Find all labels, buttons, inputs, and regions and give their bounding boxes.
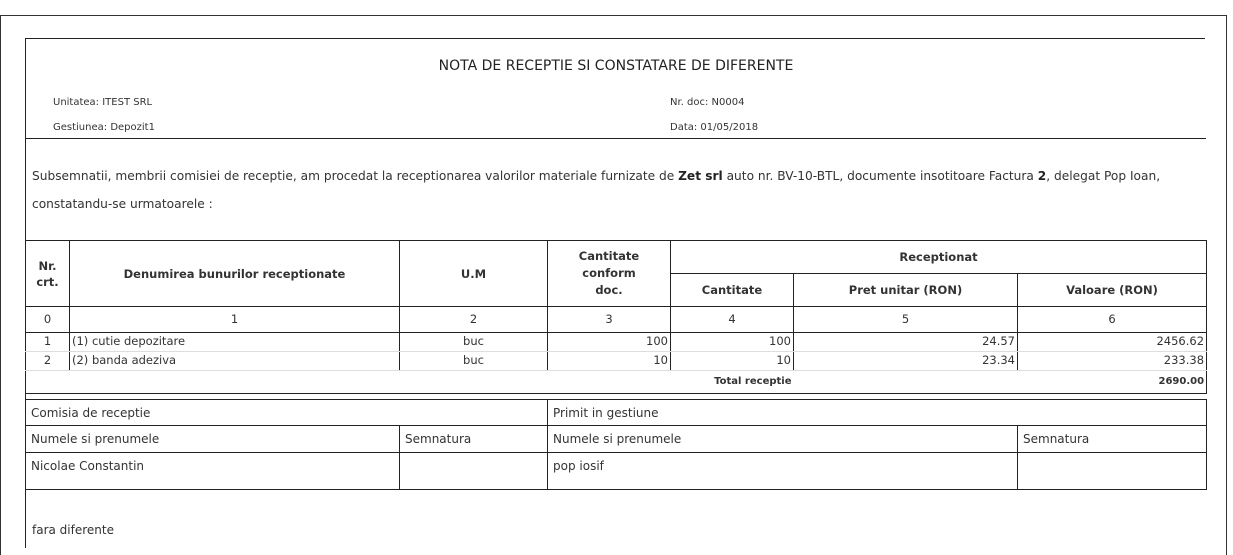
row-denumire: (2) banda adeziva — [70, 352, 400, 371]
row-valoare: 2456.62 — [1018, 333, 1207, 352]
row-nr: 1 — [26, 333, 70, 352]
index-row — [26, 307, 1207, 333]
row-cantitate-doc: 10 — [548, 352, 671, 371]
header-cantitate-doc-text: Cantitate conform doc. — [578, 249, 640, 297]
total-value: 2690.00 — [1018, 371, 1207, 394]
unitate-label: Unitatea: ITEST SRL — [53, 97, 153, 108]
index-cell: 1 — [70, 307, 400, 333]
semnatura-gestiune — [1018, 453, 1207, 490]
index-cell: 6 — [1018, 307, 1207, 333]
row-valoare: 233.38 — [1018, 352, 1207, 371]
header-cantitate-doc — [548, 241, 671, 307]
row-um: buc — [400, 352, 548, 371]
header-denumire: Denumirea bunurilor receptionate — [70, 241, 400, 307]
row-pret: 24.57 — [794, 333, 1018, 352]
header-um: U.M — [400, 241, 548, 307]
nr-doc-label: Nr. doc: N0004 — [670, 97, 745, 108]
document — [25, 38, 1205, 548]
row-cantitate: 10 — [671, 352, 794, 371]
document-title: NOTA DE RECEPTIE SI CONSTATARE DE DIFERENTE — [438, 58, 794, 74]
primit-label: Primit in gestiune — [548, 400, 1207, 426]
header-valoare: Valoare (RON) — [1018, 274, 1207, 307]
total-row — [26, 371, 1207, 394]
nume-label-2: Numele si prenumele — [548, 426, 1018, 453]
header-receptionat: Receptionat — [671, 241, 1207, 274]
table-row — [26, 333, 1207, 352]
persoana-comisie: Nicolae Constantin — [26, 453, 400, 490]
data-label: Data: 01/05/2018 — [670, 122, 759, 133]
row-um: buc — [400, 333, 548, 352]
index-cell: 0 — [26, 307, 70, 333]
intro-text-2: auto nr. BV-10-BTL, documente insotitoare Factura — [722, 169, 1038, 183]
intro-paragraph — [32, 169, 1160, 183]
total-spacer — [794, 371, 1018, 394]
row-nr: 2 — [26, 352, 70, 371]
table-row — [26, 352, 1207, 371]
header-nr — [26, 241, 70, 307]
row-cantitate: 100 — [671, 333, 794, 352]
index-cell: 3 — [548, 307, 671, 333]
comisia-label: Comisia de receptie — [26, 400, 548, 426]
factura-number: 2 — [1037, 169, 1047, 183]
semnatura-label-2: Semnatura — [1018, 426, 1207, 453]
persoana-gestiune: pop iosif — [548, 453, 1018, 490]
gestiune-label: Gestiunea: Depozit1 — [53, 122, 155, 133]
index-cell: 2 — [400, 307, 548, 333]
intro-paragraph-line2: constatandu-se urmatoarele : — [32, 197, 213, 211]
items-table — [25, 240, 1207, 394]
note-text: fara diferente — [32, 523, 114, 537]
signatures-table — [25, 399, 1207, 490]
total-label: Total receptie — [26, 371, 794, 394]
intro-text-1: Subsemnatii, membrii comisiei de receptie, am procedat la receptionarea valorilor materiale furnizate de — [32, 169, 679, 183]
semnatura-label-1: Semnatura — [400, 426, 548, 453]
row-pret: 23.34 — [794, 352, 1018, 371]
index-cell: 5 — [794, 307, 1018, 333]
row-cantitate-doc: 100 — [548, 333, 671, 352]
header-cantitate: Cantitate — [671, 274, 794, 307]
row-denumire: (1) cutie depozitare — [70, 333, 400, 352]
header-pret: Pret unitar (RON) — [794, 274, 1018, 307]
header-nr-text: Nr. crt. — [36, 258, 59, 289]
header-divider — [26, 138, 1206, 139]
index-cell: 4 — [671, 307, 794, 333]
semnatura-comisie — [400, 453, 548, 490]
furnizor-name: Zet srl — [678, 169, 723, 183]
nume-label-1: Numele si prenumele — [26, 426, 400, 453]
intro-text-3: , delegat Pop Ioan, — [1046, 169, 1161, 183]
